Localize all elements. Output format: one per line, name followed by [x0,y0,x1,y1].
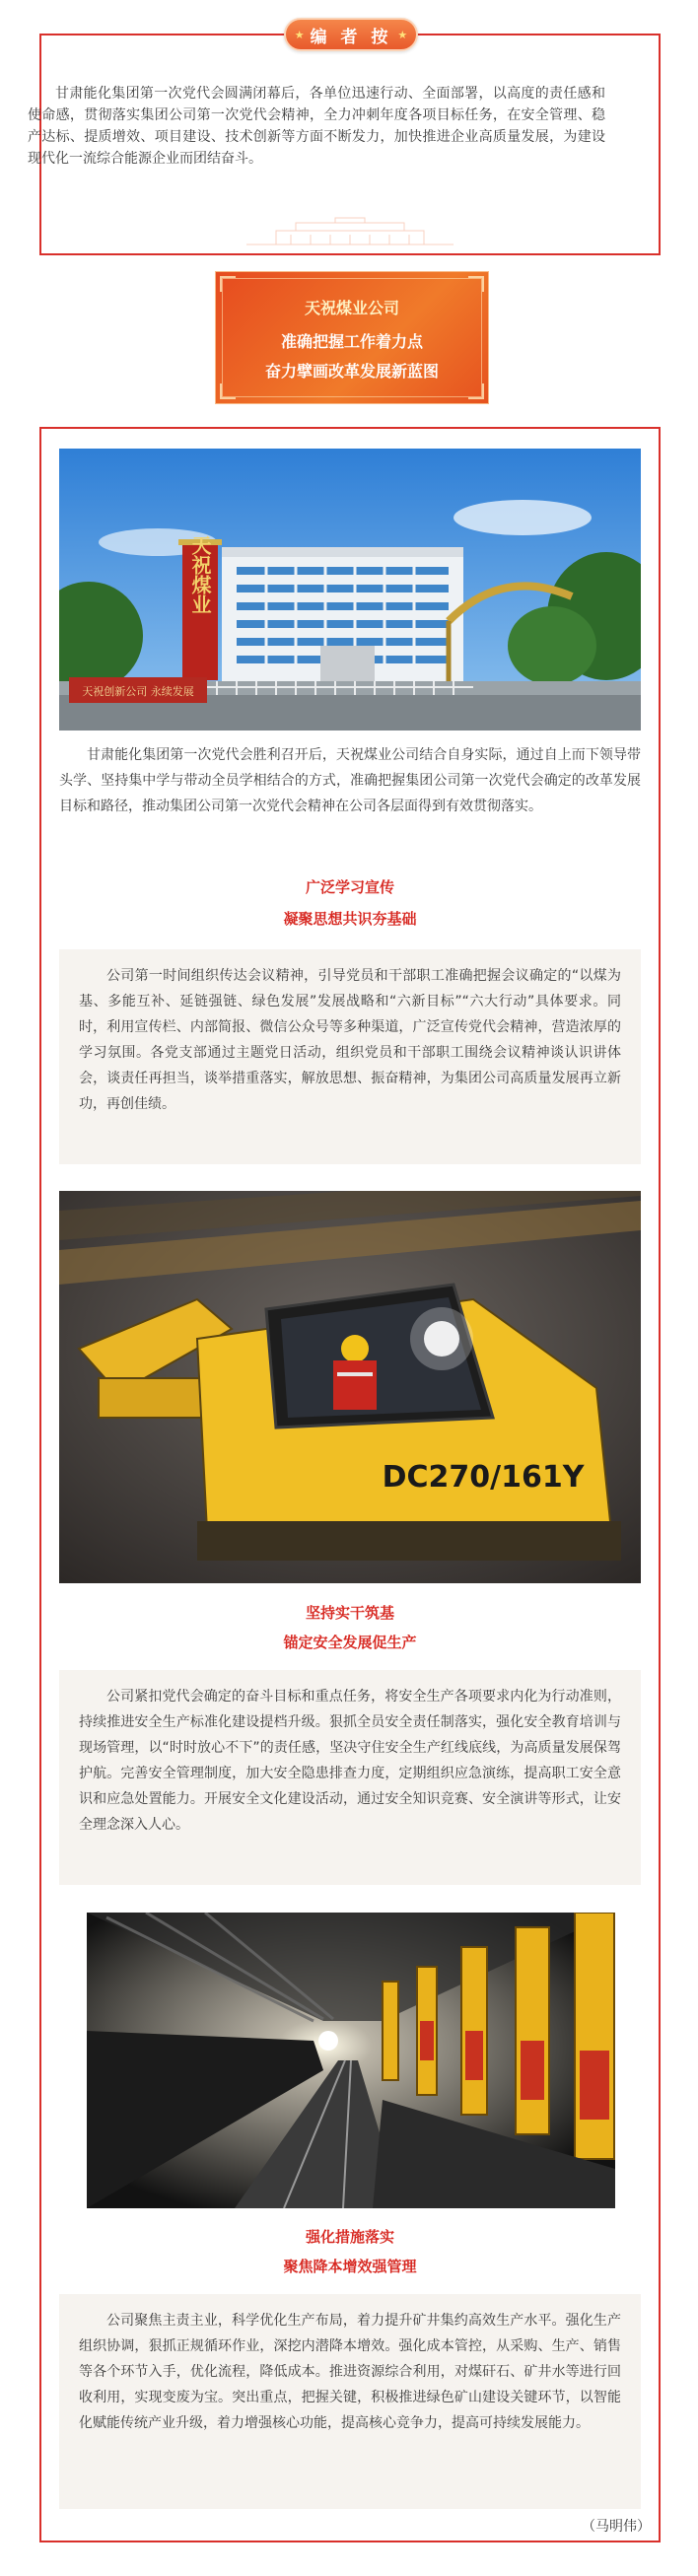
vertical-sign-char: 天祝煤业 [188,535,212,614]
section1-paragraph: 公司第一时间组织传达会议精神，引导党员和干部职工准确把握会议确定的“以煤为基、多能互补、延链强链、绿色发展”发展战略和“六新目标”“六大行动”具体要求。同时，利用宣传栏、内部简报、微信公众号等多种渠道，广泛宣传党代会精神，营造浓厚的学习氛围。各党支部通过主题党日活动，组织党员和干部职工围绕会议精神谈认识讲体会，谈责任再担当，谈举措重落实，解放思想、振奋精神，为集团公司高质量发展再立新功，再创佳绩。 [79,968,621,1112]
banner-corner-ornament [468,383,484,399]
section2-title-line1: 坚持实干筑基 [305,1604,394,1622]
front-plaque-text: 天祝创新公司 永续发展 [82,685,194,698]
building-outline-decoration [237,217,463,246]
mining-machine-photo [59,1191,641,1583]
banner-company-name: 天祝煤业公司 [304,299,399,317]
mine-tunnel-photo [87,1913,615,2208]
section3-text-box [59,2294,641,2509]
section2-paragraph: 公司紧扣党代会确定的奋斗目标和重点任务，将安全生产各项要求内化为行动准则，持续推进安全生产标准化建设提档升级。狠抓全员安全责任制落实，强化安全教育培训与现场管理，以“时时放心不下”的责任感，坚决守住安全生产红线底线，为高质量发展保驾护航。完善安全管理制度，加大安全隐患排查力度，定期组织应急演练，提高职工安全意识和应急处置能力。开展安全文化建设活动，通过安全知识竞赛、安全演讲等形式，让安全理念深入人心。 [79,1689,621,1833]
author-credit: （马明伟） [582,2519,651,2535]
banner-title-line1: 准确把握工作着力点 [280,332,423,351]
editor-note-badge-label: 编 者 按 [310,27,392,47]
editor-note-badge [284,18,418,51]
section3-title-line2: 聚焦降本增效强管理 [283,2258,417,2275]
editor-note-text: 甘肃能化集团第一次党代会圆满闭幕后，各单位迅速行动、全面部署，以高度的责任感和使命感，贯彻落实集团公司第一次党代会精神，全力冲刺年度各项目标任务，在安全管理、稳产达标、提质增效、项目建设、技术创新等方面不断发力，加快推进企业高质量发展，为建设现代化一流综合能源企业而团结奋斗。 [28,86,605,167]
section1-text-box [59,949,641,1164]
section1-title-line2: 凝聚思想共识夯基础 [283,910,417,928]
star-icon: ★ [397,28,408,41]
section2-text-box [59,1670,641,1885]
section3-title-line1: 强化措施落实 [305,2228,394,2246]
intro-paragraph: 甘肃能化集团第一次党代会胜利召开后，天祝煤业公司结合自身实际，通过自上而下领导带头学、坚持集中学与带动全员学相结合的方式，准确把握集团公司第一次党代会确定的改革发展目标和路径，推动集团公司第一次党代会精神在公司各层面得到有效贯彻落实。 [59,747,641,814]
section3-paragraph: 公司聚焦主责主业，科学优化生产布局，着力提升矿井集约高效生产水平。强化生产组织协调，狠抓正规循环作业，深挖内潜降本增效。强化成本管控，从采购、生产、销售等各个环节入手，优化流程，降低成本。推进资源综合利用，对煤矸石、矿井水等进行回收利用，实现变废为宝。突出重点，把握关键，积极推进绿色矿山建设关键环节，以智能化赋能传统产业升级，着力增强核心功能，提高核心竞争力，提高可持续发展能力。 [79,2313,621,2431]
banner-title-line2: 奋力擘画改革发展新蓝图 [264,362,439,381]
banner-corner-ornament [220,276,236,292]
office-building-photo [59,449,641,731]
machine-model-label: DC270/161Y [382,1460,585,1495]
section1-title-line1: 广泛学习宣传 [305,878,394,896]
star-icon: ★ [294,28,305,41]
company-banner [215,271,489,404]
banner-corner-ornament [220,383,236,399]
banner-corner-ornament [468,276,484,292]
section2-title-line2: 锚定安全发展促生产 [283,1634,417,1651]
